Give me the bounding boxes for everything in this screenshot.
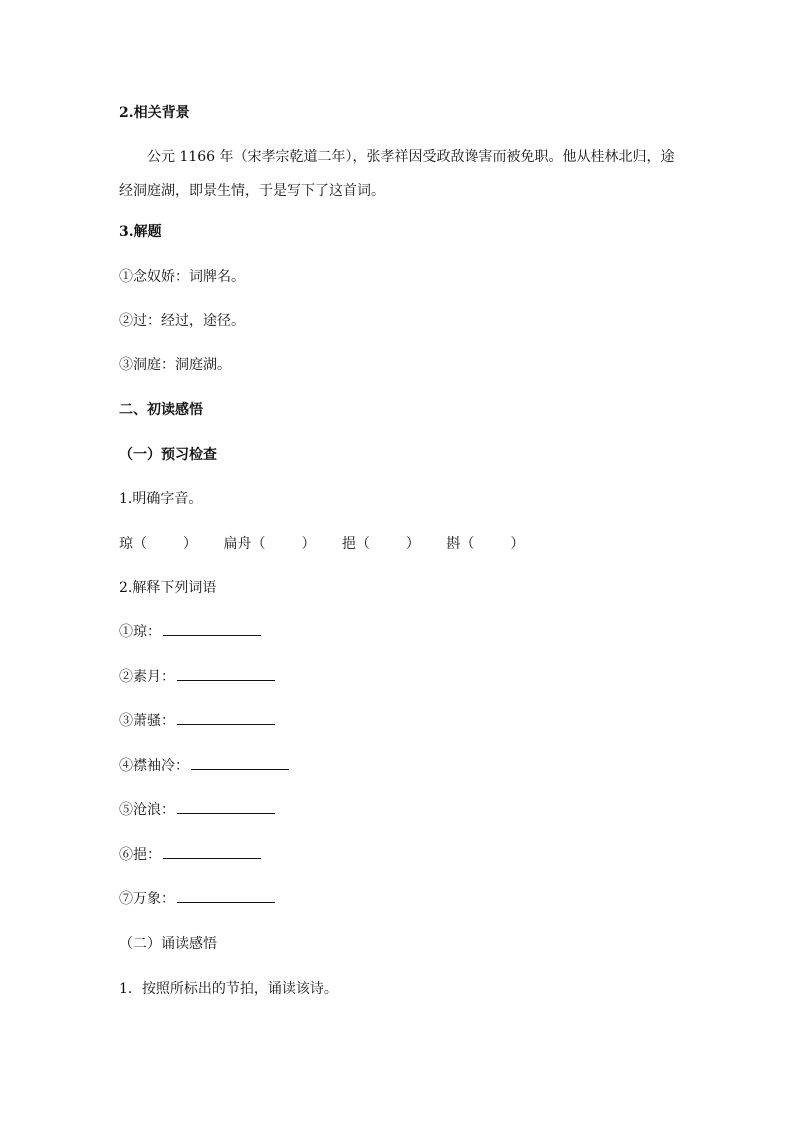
term-label: ①琼： [119,624,161,640]
answer-blank[interactable] [163,623,261,636]
term-label: ③萧骚： [119,713,175,729]
term-row [119,622,261,642]
term-row [119,800,275,820]
section-heading-background: 2.相关背景 [119,105,190,121]
explanation-item: ①念奴娇：词牌名。 [119,269,245,285]
part-heading-first-reading: 二、初读感悟 [119,402,203,418]
background-paragraph [119,140,697,174]
question-pronunciation: 1.明确字音。 [119,491,203,507]
term-row [119,756,289,776]
pronunciation-item: 琼（ ） [119,536,197,552]
answer-blank[interactable] [191,757,289,770]
answer-blank[interactable] [177,668,275,681]
term-label: ⑦万象： [119,891,175,907]
term-row [119,711,275,731]
background-paragraph-line-2: 经洞庭湖，即景生情，于是写下了这首词。 [119,183,385,199]
background-paragraph-cont [119,174,669,208]
explanation-item: ③洞庭：洞庭湖。 [119,357,231,373]
subheading-preview-check: （一）预习检查 [119,447,217,463]
term-row [119,667,275,687]
background-paragraph-line-1: 公元 1166 年（宋孝宗乾道二年），张孝祥因受政敌谗害而被免职。他从桂林北归，途 [147,149,675,165]
question-explain-terms: 2.解释下列词语 [119,580,217,596]
question-recite-rhythm: 1．按照所标出的节拍，诵读该诗。 [119,981,338,997]
answer-blank[interactable] [177,712,275,725]
pronunciation-item: 斟（ ） [446,536,525,552]
pronunciation-row [119,534,524,554]
term-row [119,889,275,909]
answer-blank[interactable] [177,801,275,814]
term-label: ⑥挹： [119,847,161,863]
term-label: ②素月： [119,669,175,685]
section-heading-title-explanation: 3.解题 [119,224,162,240]
subheading-recitation: （二）诵读感悟 [119,936,217,952]
pronunciation-item: 挹（ ） [341,536,420,552]
term-row [119,845,261,865]
explanation-item: ②过：经过，途径。 [119,313,245,329]
term-label: ④襟袖冷： [119,758,189,774]
answer-blank[interactable] [177,890,275,903]
answer-blank[interactable] [163,846,261,859]
term-label: ⑤沧浪： [119,802,175,818]
pronunciation-item: 扁舟（ ） [223,536,316,552]
